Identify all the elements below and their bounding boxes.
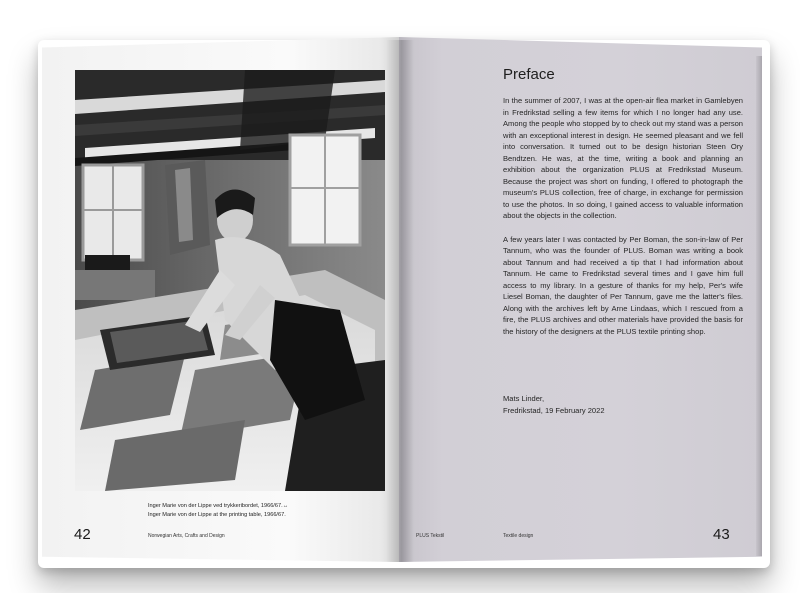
photograph-illustration xyxy=(75,70,385,491)
right-page-edge xyxy=(756,56,762,556)
preface-heading: Preface xyxy=(503,66,555,83)
right-footer-left: PLUS Tekstil xyxy=(416,533,445,539)
caption-norwegian: Inger Marie von der Lippe ved trykkeribordet, 1966/67.↔ xyxy=(148,503,289,509)
signature-name: Mats Linder, xyxy=(503,394,545,403)
paragraph-2: A few years later I was contacted by Per Boman, the son-in-law of Per Tannum, who was the founder of PLUS. Boman was writing a book about Tannum and had received a tip that I had information about Tannum. He came to Fredrikstad several times and I gave him full access to my library. In a gesture of thanks for my help, Per's wife Liesel Boman, the daughter of Per Tannum, gave me the latter's files. Along with the archives left by Arne Lindaas, which I rescued from a fire, the PLUS archives and other materials have provided the basis for the history of the designers at the PLUS textile printing shop. xyxy=(503,234,743,336)
paragraph-1: In the summer of 2007, I was at the open-air flea market in Gamlebyen in Fredrikstad selling a few items for which I no longer had any use. Among the people who stopped by to check out my stand was a person with an exceptional interest in design. He seemed pleasant and we fell into conversation. It turned out to be design historian Steen Ory Bendtzen. He was, at the time, writing a book and planning an exhibition about the organization PLUS at Fredrikstad Museum. Because the project was short on funding, I offered to photograph the museum's PLUS collection, free of charge, in exchange for permission to use the photos. In so doing, I gained access to valuable information about the objects in the collection. xyxy=(503,96,743,221)
caption-english: Inger Marie von der Lippe at the printing table, 1966/67. xyxy=(148,511,286,518)
photo-caption xyxy=(148,502,288,519)
printing-table-photograph xyxy=(75,70,385,491)
right-page-number: 43 xyxy=(713,526,730,543)
left-page-number: 42 xyxy=(74,526,91,543)
right-footer-mid: Textile design xyxy=(503,533,534,539)
left-footer-text: Norwegian Arts, Crafts and Design xyxy=(148,533,225,539)
signature-block xyxy=(503,393,605,416)
signature-place-date: Fredrikstad, 19 February 2022 xyxy=(503,405,605,415)
preface-body xyxy=(503,95,743,349)
